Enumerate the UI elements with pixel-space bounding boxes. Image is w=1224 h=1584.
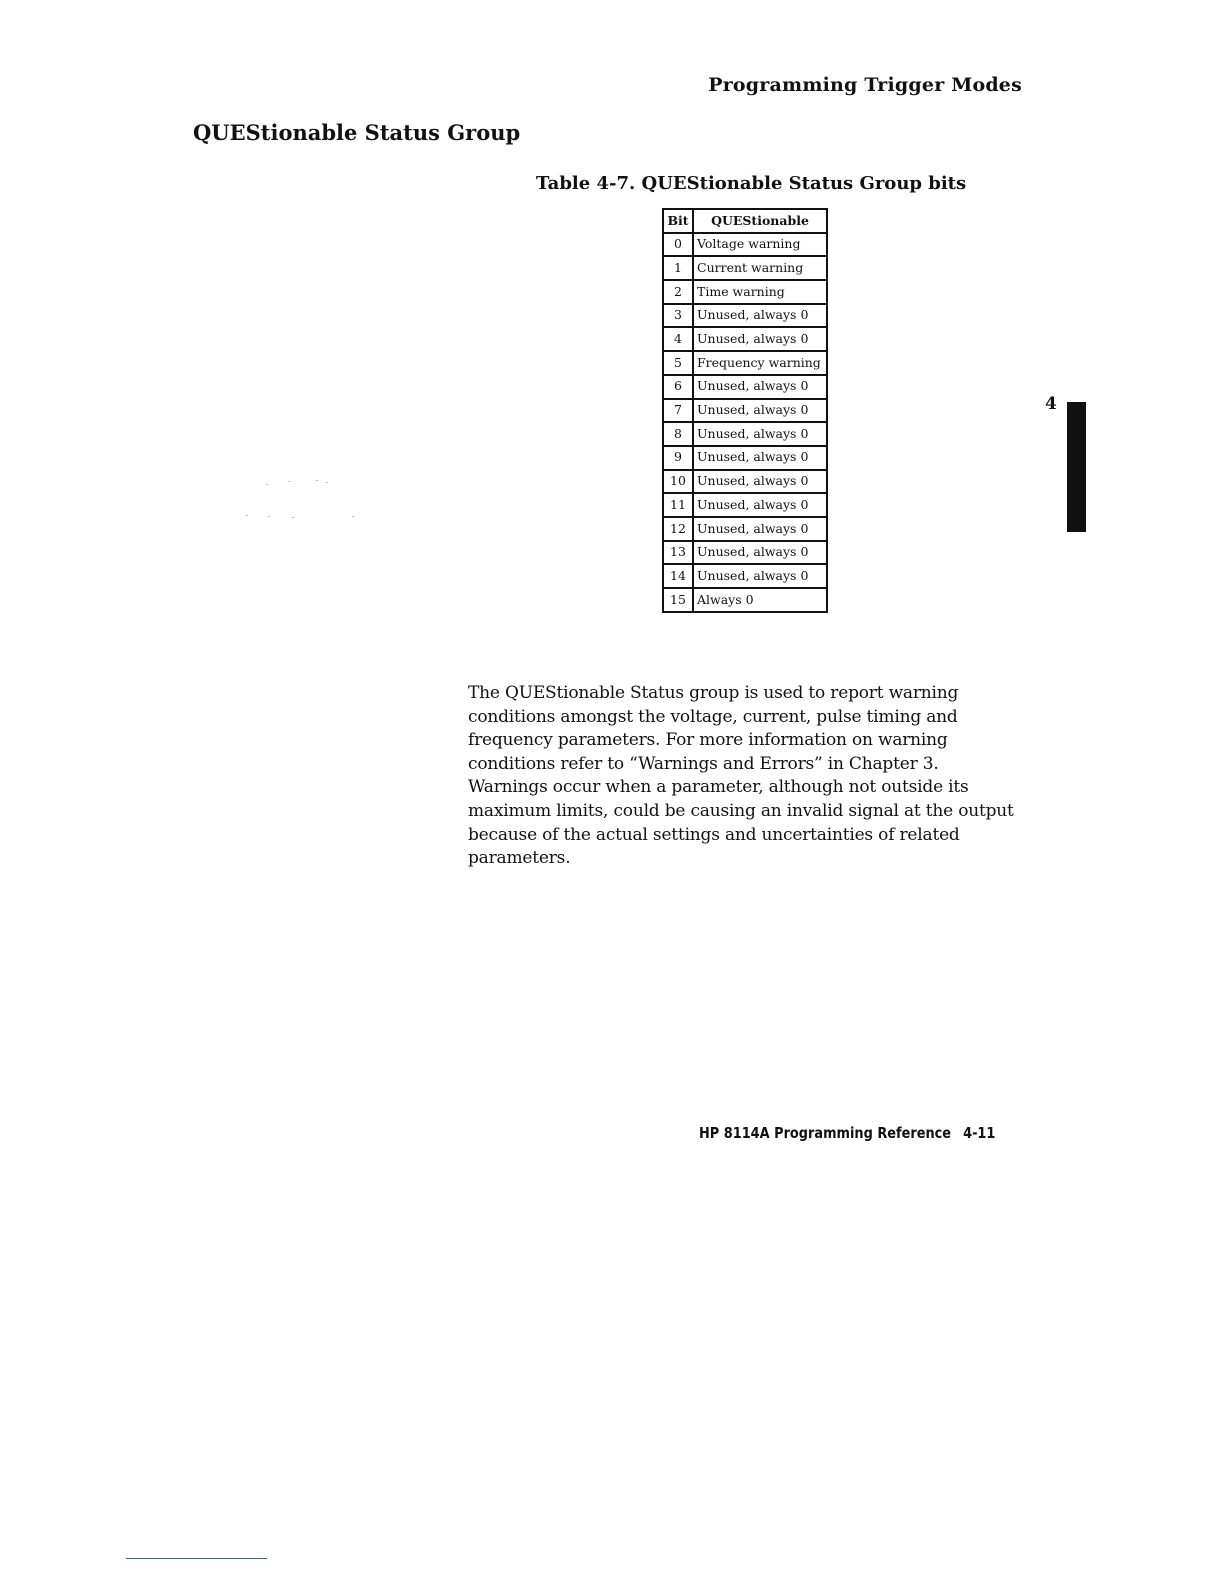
section-title: QUEStionable Status Group (193, 120, 521, 145)
bit-cell: 1 (663, 256, 693, 280)
chapter-tab-marker (1067, 402, 1086, 532)
description-cell: Frequency warning (693, 351, 827, 375)
description-cell: Unused, always 0 (693, 493, 827, 517)
bit-cell: 7 (663, 399, 693, 423)
questionable-bits-table (662, 208, 828, 613)
description-cell: Voltage warning (693, 233, 827, 257)
page-number: 4-11 (963, 1124, 996, 1142)
column-header-bit: Bit (663, 209, 693, 233)
description-cell: Unused, always 0 (693, 327, 827, 351)
table-header-row (663, 209, 827, 233)
description-cell: Unused, always 0 (693, 541, 827, 565)
scan-speck (316, 480, 318, 481)
bit-cell: 8 (663, 422, 693, 446)
bit-cell: 0 (663, 233, 693, 257)
bit-cell: 13 (663, 541, 693, 565)
table-row (663, 304, 827, 328)
page-footer (699, 1124, 995, 1142)
manual-title: HP 8114A Programming Reference (699, 1124, 952, 1142)
chapter-number: 4 (1045, 394, 1057, 414)
description-cell: Unused, always 0 (693, 399, 827, 423)
scan-speck (292, 517, 294, 518)
description-cell: Unused, always 0 (693, 375, 827, 399)
bit-cell: 15 (663, 588, 693, 612)
scan-speck (246, 515, 248, 516)
table-row (663, 564, 827, 588)
table-row (663, 233, 827, 257)
table-row (663, 256, 827, 280)
table-row (663, 517, 827, 541)
scan-speck (266, 484, 268, 485)
bit-cell: 2 (663, 280, 693, 304)
table-row (663, 493, 827, 517)
description-cell: Unused, always 0 (693, 517, 827, 541)
table-row (663, 327, 827, 351)
table-row (663, 399, 827, 423)
body-paragraph: The QUEStionable Status group is used to report warning conditions amongst the voltage, current, pulse timing and frequency parameters. For more information on warning conditions refer to “Warnings and Errors” in Chapter 3. Warnings occur when a parameter, although not outside its maximum limits, could be causing an invalid signal at the output because of the actual settings and uncertainties of related parameters. (468, 683, 1014, 869)
description-cell: Always 0 (693, 588, 827, 612)
bit-cell: 9 (663, 446, 693, 470)
running-header: Programming Trigger Modes (708, 74, 1022, 96)
table-row (663, 588, 827, 612)
description-cell: Current warning (693, 256, 827, 280)
description-cell: Time warning (693, 280, 827, 304)
table-row (663, 470, 827, 494)
description-cell: Unused, always 0 (693, 470, 827, 494)
table-row (663, 541, 827, 565)
bit-cell: 4 (663, 327, 693, 351)
scan-speck (326, 482, 328, 483)
description-cell: Unused, always 0 (693, 564, 827, 588)
scan-speck (268, 516, 270, 517)
description-cell: Unused, always 0 (693, 304, 827, 328)
bottom-edge-rule (126, 1558, 267, 1559)
table-row (663, 280, 827, 304)
table-row (663, 351, 827, 375)
bit-cell: 5 (663, 351, 693, 375)
table-caption: Table 4-7. QUEStionable Status Group bits (536, 173, 967, 194)
bit-cell: 6 (663, 375, 693, 399)
scan-speck (288, 481, 290, 482)
description-cell: Unused, always 0 (693, 422, 827, 446)
table-row (663, 422, 827, 446)
scan-speck (352, 516, 354, 517)
bit-cell: 14 (663, 564, 693, 588)
table-row (663, 446, 827, 470)
bit-cell: 12 (663, 517, 693, 541)
bit-cell: 10 (663, 470, 693, 494)
description-cell: Unused, always 0 (693, 446, 827, 470)
column-header-questionable: QUEStionable (693, 209, 827, 233)
bit-cell: 3 (663, 304, 693, 328)
bit-cell: 11 (663, 493, 693, 517)
table-row (663, 375, 827, 399)
